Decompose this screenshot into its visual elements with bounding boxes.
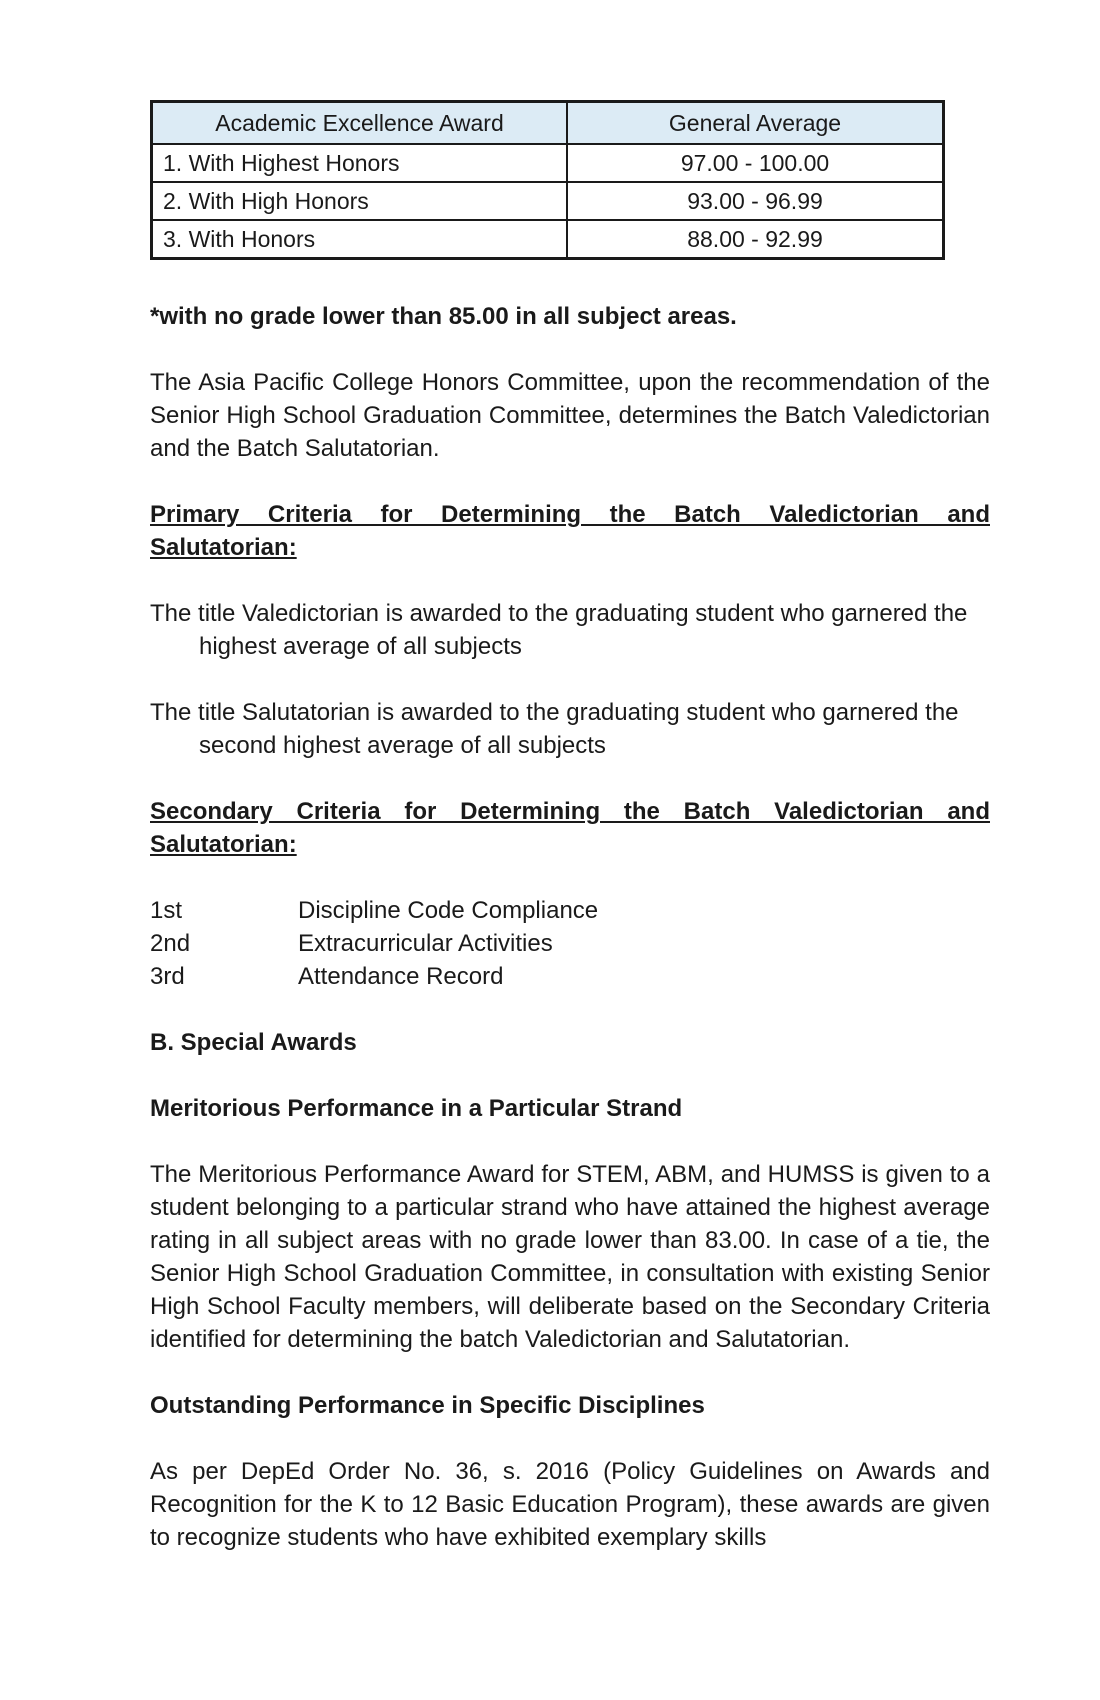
intro-paragraph: The Asia Pacific College Honors Committee, upon the recommendation of the Senior High School Graduation Committee, determines the Batch Valedictorian and the Batch Salutatorian. [150, 369, 990, 462]
criterion-label: Discipline Code Compliance [298, 897, 599, 924]
criterion-rank: 3rd [150, 963, 185, 990]
award-cell: 2. With High Honors [152, 182, 568, 220]
meritorious-paragraph: The Meritorious Performance Award for STEM, ABM, and HUMSS is given to a student belonging to a particular strand who have attained the highest average rating in all subject areas with no grade lower than 83.00. In case of a tie, the Senior High School Graduation Committee, in consultation with existing Senior High School Faculty members, will deliberate based on the Secondary Criteria identified for determining the batch Valedictorian and Salutatorian. [150, 1161, 990, 1353]
table-header-row [152, 102, 944, 145]
criterion-label: Attendance Record [298, 963, 504, 990]
criterion-rank: 2nd [150, 930, 191, 957]
average-cell: 97.00 - 100.00 [567, 144, 944, 182]
award-cell: 3. With Honors [152, 220, 568, 259]
outstanding-paragraph: As per DepEd Order No. 36, s. 2016 (Policy Guidelines on Awards and Recognition for the K to 12 Basic Education Program), these awards are given to recognize students who have exhibited exemplary skills [150, 1458, 990, 1551]
primary-criterion-salutatorian: The title Salutatorian is awarded to the graduating student who garnered the second highest average of all subjects [150, 699, 959, 759]
average-cell: 93.00 - 96.99 [567, 182, 944, 220]
secondary-criteria-heading: Secondary Criteria for Determining the Batch Valedictorian and Salutatorian: [150, 798, 990, 858]
primary-criterion-valedictorian: The title Valedictorian is awarded to the graduating student who garnered the highest average of all subjects [150, 600, 968, 660]
meritorious-heading: Meritorious Performance in a Particular Strand [150, 1095, 683, 1122]
grade-note: *with no grade lower than 85.00 in all subject areas. [150, 303, 737, 330]
table-row [152, 182, 944, 220]
primary-criteria-heading: Primary Criteria for Determining the Batch Valedictorian and Salutatorian: [150, 501, 990, 561]
list-item [150, 894, 990, 927]
header-average: General Average [567, 102, 944, 145]
list-item [150, 960, 990, 993]
academic-excellence-table [150, 100, 945, 260]
outstanding-heading: Outstanding Performance in Specific Disciplines [150, 1392, 705, 1419]
secondary-criteria-list [150, 894, 990, 993]
table-row [152, 144, 944, 182]
table-row [152, 220, 944, 259]
document-page [150, 100, 990, 1554]
criterion-rank: 1st [150, 897, 183, 924]
award-cell: 1. With Highest Honors [152, 144, 568, 182]
special-awards-heading: B. Special Awards [150, 1029, 357, 1056]
average-cell: 88.00 - 92.99 [567, 220, 944, 259]
criterion-label: Extracurricular Activities [298, 930, 553, 957]
list-item [150, 927, 990, 960]
header-award: Academic Excellence Award [152, 102, 568, 145]
